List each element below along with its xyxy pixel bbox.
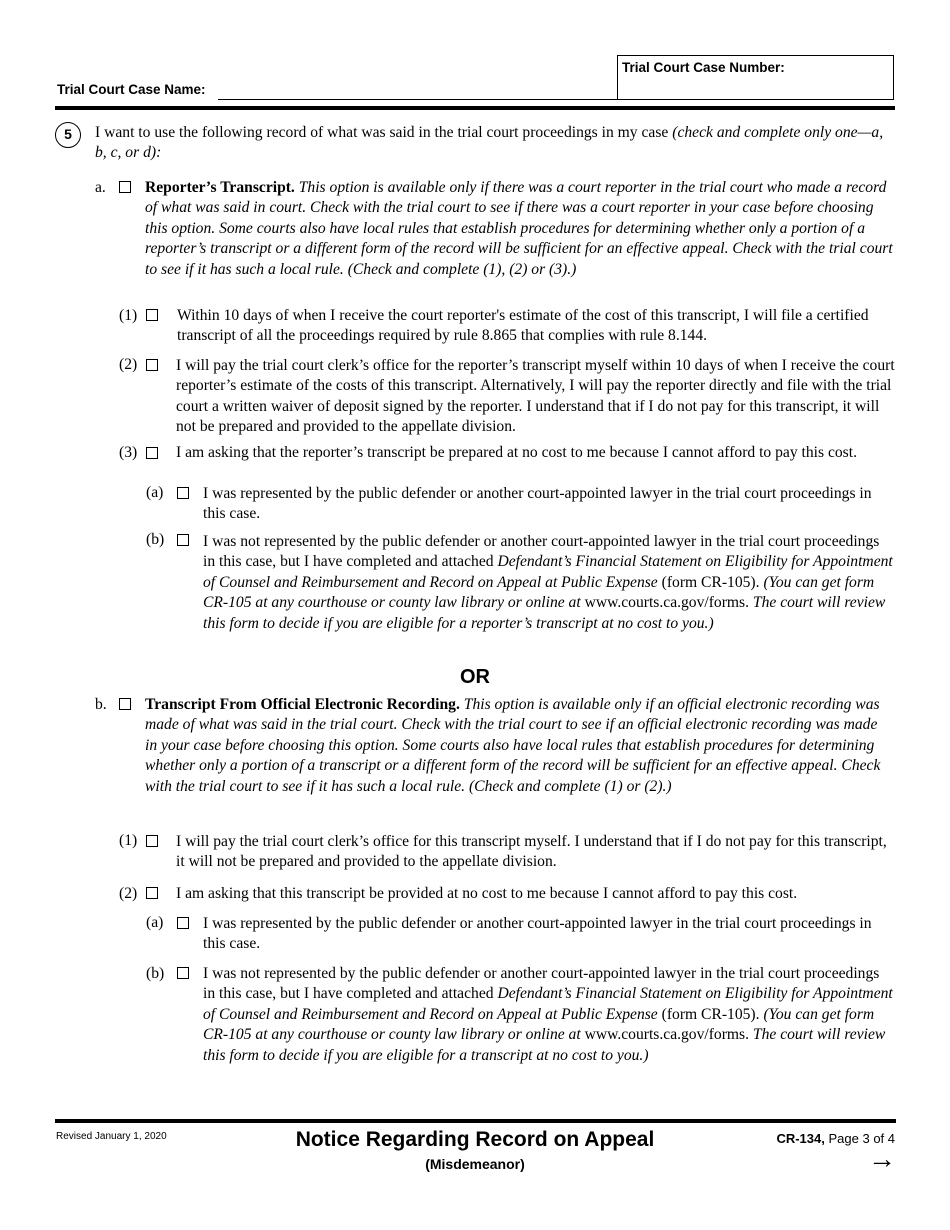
- a3b-text-main: I was not represented by the public defender or another court-appointed lawyer in the trial court proceedings in this case, but I have completed and attached: [203, 533, 880, 571]
- b2b-note: (You can get form CR-105 at any courthouse or county law library or online at: [203, 1005, 875, 1044]
- option-a-description: This option is available only if there was a court reporter in the trial court who made a record of what was said in court. Check with the trial court to see if there was a court reporter in your case before choosing this option. Some courts also have local rules that establish procedures for determining whether only a portion of a reporter’s transcript or a different form of the record will be sufficient for an effective appeal. Check with the trial court to see if it has such a local rule. (Check and complete (1), (2) or (3).): [145, 179, 893, 278]
- item5-intro-text: I want to use the following record of what was said in the trial court proceedings in my case: [95, 124, 669, 141]
- a3-checkbox[interactable]: [146, 447, 158, 459]
- b2b-note-end: The court will review this form to decide if you are eligible for a transcript at no cost to you.): [203, 1026, 886, 1064]
- b1-checkbox[interactable]: [146, 835, 158, 847]
- b2b-text-main: I was not represented by the public defender or another court-appointed lawyer in the trial court proceedings in this case, but I have completed and attached: [203, 965, 880, 1003]
- page-number: Page 3 of 4: [828, 1131, 895, 1146]
- a3a-marker: (a): [146, 484, 164, 501]
- header-rule: [55, 106, 895, 110]
- b2a-checkbox[interactable]: [177, 917, 189, 929]
- form-id: CR-134,: [776, 1131, 825, 1146]
- footer-subtitle: (Misdemeanor): [425, 1156, 525, 1172]
- a3-marker: (3): [119, 444, 138, 461]
- a3a-text: I was represented by the public defender or another court-appointed lawyer in the trial court proceedings in this case.: [203, 485, 872, 523]
- a3b-url[interactable]: www.courts.ca.gov/forms.: [584, 594, 750, 612]
- a1-marker: (1): [119, 307, 138, 324]
- a1-checkbox[interactable]: [146, 309, 158, 321]
- revised-date: Revised January 1, 2020: [56, 1131, 167, 1142]
- b2a-marker: (a): [146, 914, 164, 931]
- option-a-marker: a.: [95, 179, 106, 196]
- case-number-label: Trial Court Case Number:: [622, 60, 785, 75]
- next-page-arrow-icon[interactable]: →: [868, 1143, 896, 1174]
- a3b-text: [203, 532, 895, 634]
- b2b-form-title: Defendant’s Financial Statement on Eligibility for Appointment of Counsel and Reimbursement and Record on Appeal at Public Expense: [203, 985, 893, 1023]
- b1-marker: (1): [119, 832, 138, 849]
- a2-checkbox[interactable]: [146, 359, 158, 371]
- option-b-marker: b.: [95, 696, 107, 713]
- a3a-checkbox[interactable]: [177, 487, 189, 499]
- item-number: 5: [64, 126, 72, 142]
- footer-rule: [55, 1119, 896, 1123]
- footer-title: Notice Regarding Record on Appeal: [295, 1128, 655, 1151]
- option-b-checkbox[interactable]: [119, 698, 131, 710]
- option-a-text: [145, 178, 895, 280]
- case-name-label: Trial Court Case Name:: [57, 82, 206, 97]
- a3-text: I am asking that the reporter’s transcript be prepared at no cost to me because I cannot afford to pay this cost.: [176, 444, 857, 461]
- a3b-checkbox[interactable]: [177, 534, 189, 546]
- option-b-text: [145, 695, 887, 797]
- b2a-text: I was represented by the public defender or another court-appointed lawyer in the trial court proceedings in this case.: [203, 915, 872, 953]
- item5-intro-instruction: (check and complete only one—a, b, c, or d):: [95, 124, 884, 162]
- b2b-form-number: (form CR-105).: [661, 1005, 760, 1023]
- item-number-circle: [55, 122, 81, 148]
- a3b-form-title: Defendant’s Financial Statement on Eligibility for Appointment of Counsel and Reimbursement and Record on Appeal at Public Expense: [203, 553, 893, 591]
- b2b-checkbox[interactable]: [177, 967, 189, 979]
- b2b-text: [203, 964, 895, 1066]
- case-number-box[interactable]: [617, 55, 894, 100]
- a2-marker: (2): [119, 356, 138, 373]
- a2-text: I will pay the trial court clerk’s office for the reporter’s transcript myself within 10 days of when I receive the court reporter’s estimate of the costs of this transcript. Alternatively, I will pay the reporter directly and file with the trial court a written waiver of deposit signed by the reporter. I understand that if I do not pay for this transcript, it will not be prepared and provided to the appellate division.: [176, 357, 895, 436]
- item5-intro: [95, 123, 895, 164]
- b2-text: I am asking that this transcript be provided at no cost to me because I cannot afford to pay this cost.: [176, 885, 798, 902]
- option-a-checkbox[interactable]: [119, 181, 131, 193]
- a3b-form-number: (form CR-105).: [661, 573, 760, 591]
- a3b-note: (You can get form CR-105 at any courthouse or county law library or online at: [203, 573, 875, 612]
- a3b-note-end: The court will review this form to decide if you are eligible for a reporter’s transcript at no cost to you.): [203, 594, 886, 632]
- b2-checkbox[interactable]: [146, 887, 158, 899]
- a3b-marker: (b): [146, 531, 165, 548]
- b2b-marker: (b): [146, 965, 165, 982]
- option-b-description: This option is available only if an official electronic recording was made of what was said in the trial court. Check with the trial court to see if an official electronic recording was made in your case before choosing this option. Some courts also have local rules that establish procedures for determining whether only a portion of a transcript or a different form of the record will be sufficient for an effective appeal. Check with the trial court to see if it has such a local rule. (Check and complete (1) or (2).): [145, 696, 881, 795]
- a1-text: Within 10 days of when I receive the court reporter's estimate of the cost of this transcript, I will file a certified transcript of all the proceedings required by rule 8.865 that complies with rule 8.144.: [177, 307, 869, 345]
- option-a-title: Reporter’s Transcript.: [145, 179, 295, 196]
- case-name-field[interactable]: [218, 99, 617, 100]
- b1-text: I will pay the trial court clerk’s office for this transcript myself. I understand that if I do not pay for this transcript, it will not be prepared and provided to the appellate division.: [176, 833, 887, 871]
- or-divider: OR: [460, 666, 490, 688]
- b2-marker: (2): [119, 885, 138, 902]
- b2b-url[interactable]: www.courts.ca.gov/forms.: [584, 1026, 750, 1044]
- option-b-title: Transcript From Official Electronic Recording.: [145, 696, 460, 713]
